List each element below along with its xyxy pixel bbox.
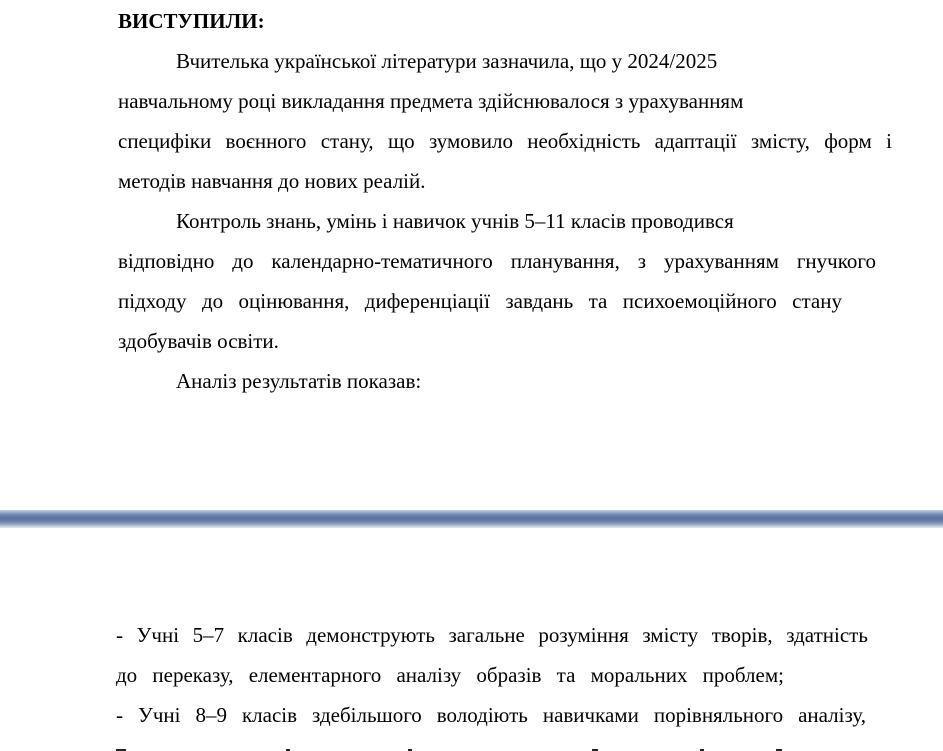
- paragraph-2-line-4: здобувачів освіти.: [118, 329, 279, 353]
- list-item-1-line-1: - Учні 5–7 класів демонструють загальне розуміння змісту творів, здатність: [116, 623, 868, 647]
- list-item-1-line-2: до переказу, елементарного аналізу образів та моральних проблем;: [116, 663, 784, 687]
- page-break-separator: [0, 510, 943, 528]
- paragraph-1-line-4: методів навчання до нових реалій.: [118, 169, 426, 193]
- section-heading: ВИСТУПИЛИ:: [118, 9, 265, 33]
- paragraph-3-line-1: Аналіз результатів показав:: [176, 369, 422, 393]
- paragraph-2-line-1: Контроль знань, умінь і навичок учнів 5–11 класів проводився: [176, 209, 734, 233]
- paragraph-2-line-2: відповідно до календарно-тематичного планування, з урахуванням гнучкого: [118, 249, 876, 273]
- paragraph-1-line-3: специфіки воєнного стану, що зумовило необхідність адаптації змісту, форм і: [118, 129, 892, 153]
- document-page-2: [0, 528, 943, 751]
- next-line-partially-visible: [116, 741, 796, 751]
- paragraph-1-line-1: Вчителька української літератури зазначила, що у 2024/2025: [176, 49, 718, 73]
- paragraph-2-line-3: підходу до оцінювання, диференціації завдань та психоемоційного стану: [118, 289, 842, 313]
- paragraph-1-line-2: навчальному році викладання предмета здійснювалося з урахуванням: [118, 89, 744, 113]
- list-item-2-line-1: - Учні 8–9 класів здебільшого володіють навичками порівняльного аналізу,: [116, 703, 866, 727]
